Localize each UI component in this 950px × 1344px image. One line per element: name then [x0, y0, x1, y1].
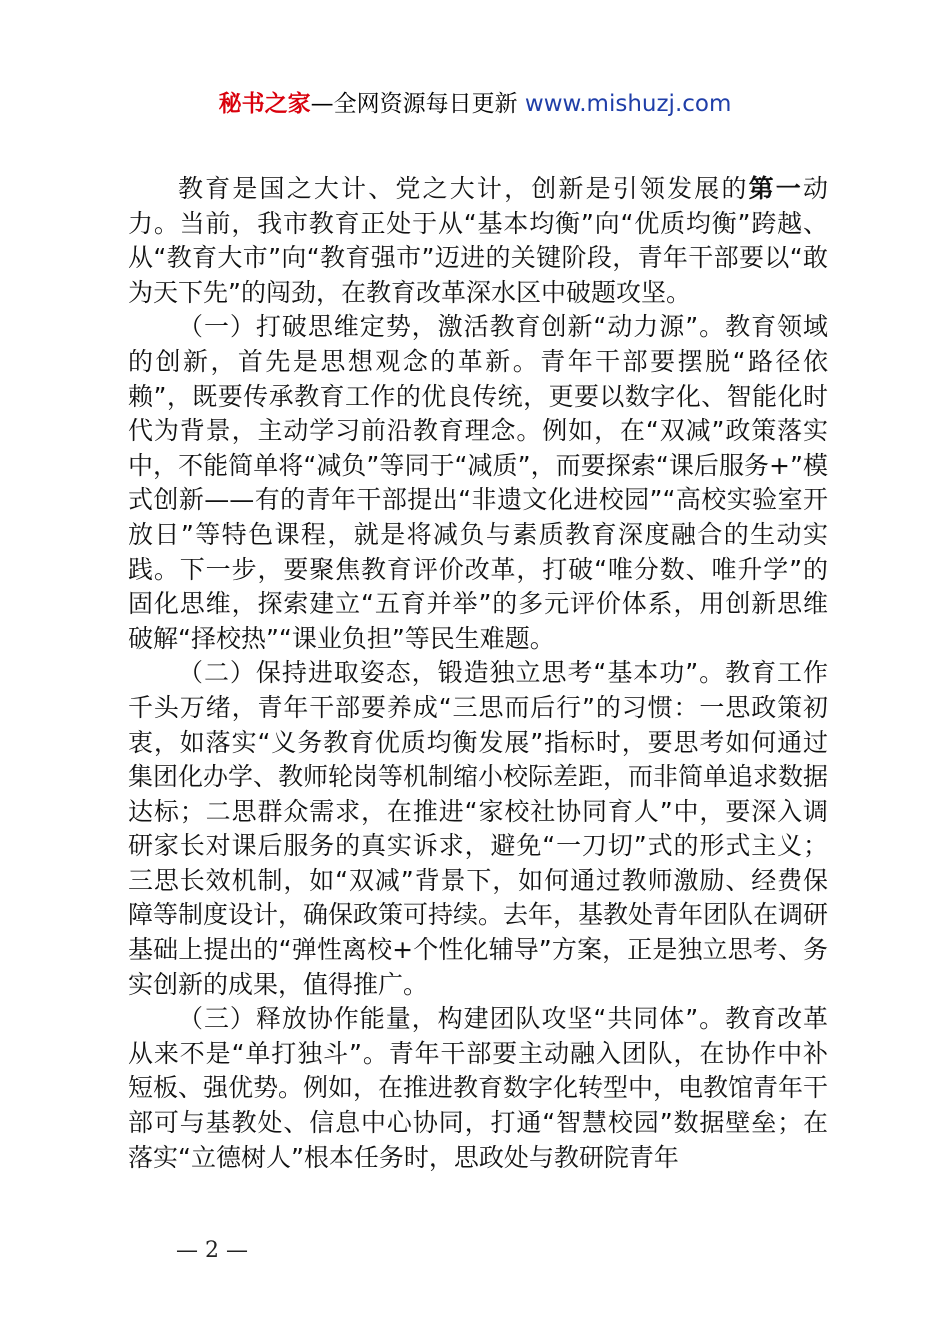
- paragraph-intro-text-b: 动力。当前，我市教育正处于从“基本均衡”向“优质均衡”跨越、从“教育大市”向“教育强市”迈进的关键阶段，青年干部要以“敢为天下先”的闯劲，在教育改革深水区中破题攻坚。: [128, 174, 828, 307]
- paragraph-section-1: （一）打破思维定势，激活教育创新“动力源”。教育领域的创新，首先是思想观念的革新。青年干部要摆脱“路径依赖”，既要传承教育工作的优良传统，更要以数字化、智能化时代为背景，主动学习前沿教育理念。例如，在“双减”政策落实中，不能简单将“减负”等同于“减质”，而要探索“课后服务+”模式创新——有的青年干部提出“非遗文化进校园”“高校实验室开放日”等特色课程，就是将减负与素质教育深度融合的生动实践。下一步，要聚焦教育评价改革，打破“唯分数、唯升学”的固化思维，探索建立“五育并举”的多元评价体系，用创新思维破解“择校热”“课业负担”等民生难题。: [128, 312, 828, 653]
- header-url-link[interactable]: www.mishuzj.com: [524, 91, 732, 117]
- paragraph-intro-bold: 第一: [748, 174, 803, 203]
- header-brand: 秘书之家: [218, 91, 311, 117]
- watermark-header: [0, 88, 950, 120]
- paragraph-section-2: （二）保持进取姿态，锻造独立思考“基本功”。教育工作千头万绪，青年干部要养成“三思而后行”的习惯：一思政策初衷，如落实“义务教育优质均衡发展”指标时，要思考如何通过集团化办学、教师轮岗等机制缩小校际差距，而非简单追求数据达标；二思群众需求，在推进“家校社协同育人”中，要深入调研家长对课后服务的真实诉求，避免“一刀切”式的形式主义；三思长效机制，如“双减”背景下，如何通过教师激励、经费保障等制度设计，确保政策可持续。去年，基教处青年团队在调研基础上提出的“弹性离校+个性化辅导”方案，正是独立思考、务实创新的成果，值得推广。: [128, 658, 829, 999]
- paragraph-intro-text-a: 教育是国之大计、党之大计，创新是引领发展的: [178, 174, 749, 203]
- paragraph-intro: [128, 172, 828, 310]
- header-tagline: —全网资源每日更新: [310, 91, 525, 117]
- paragraph-section-3: （三）释放协作能量，构建团队攻坚“共同体”。教育改革从来不是“单打独斗”。青年干部要主动融入团队，在协作中补短板、强优势。例如，在推进教育数字化转型中，电教馆青年干部可与基教处、信息中心协同，打通“智慧校园”数据壁垒；在落实“立德树人”根本任务时，思政处与教研院青年: [128, 1004, 829, 1172]
- page-number: — 2 —: [176, 1238, 248, 1263]
- document-body: [128, 172, 828, 1175]
